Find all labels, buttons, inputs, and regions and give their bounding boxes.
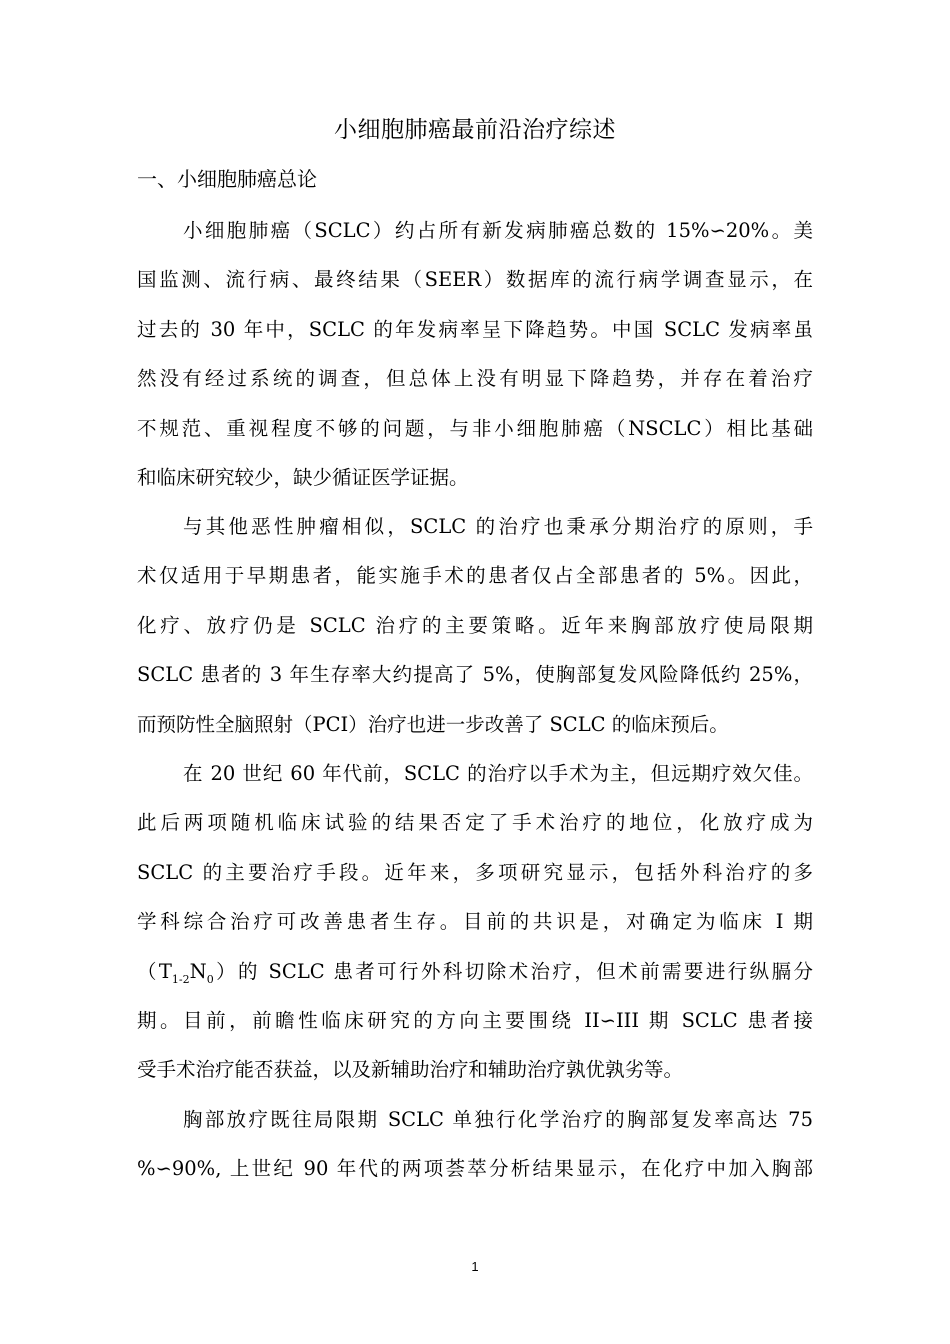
section-heading: 一、小细胞肺癌总论 <box>137 167 317 191</box>
paragraph-line: 过去的 30 年中，SCLC 的年发病率呈下降趋势。中国 SCLC 发病率虽 <box>137 317 813 341</box>
paragraph-line: %∽90%, 上世纪 90 年代的两项荟萃分析结果显示，在化疗中加入胸部 <box>137 1157 813 1181</box>
staging-n-subscript: 0 <box>206 972 214 986</box>
paragraph-line: 期。目前，前瞻性临床研究的方向主要围绕 II∽III 期 SCLC 患者接 <box>137 1008 813 1032</box>
paragraph-4 <box>137 1095 813 1194</box>
paragraph-line: SCLC 的主要治疗手段。近年来，多项研究显示，包括外科治疗的多 <box>137 860 813 884</box>
staging-suffix: ）的 SCLC 患者可行外科切除术治疗，但术前需要进行纵膈分 <box>213 959 813 983</box>
paragraph-line: 化疗、放疗仍是 SCLC 治疗的主要策略。近年来胸部放疗使局限期 <box>137 613 813 637</box>
page-number: 1 <box>471 1259 479 1274</box>
paragraph-line: 胸部放疗既往局限期 SCLC 单独行化学治疗的胸部复发率高达 75 <box>183 1108 813 1131</box>
staging-t-subscript: 1-2 <box>171 972 190 986</box>
staging-n: N <box>189 959 207 983</box>
paragraph-line: SCLC 患者的 3 年生存率大约提高了 5%，使胸部复发风险降低约 25%， <box>137 663 813 687</box>
paragraph-line: 而预防性全脑照射（PCI）治疗也进一步改善了 SCLC 的临床预后。 <box>137 712 729 736</box>
paragraph-line: 此后两项随机临床试验的结果否定了手术治疗的地位，化放疗成为 <box>137 811 813 835</box>
staging-prefix: （T <box>137 959 172 983</box>
document-title: 小细胞肺癌最前沿治疗综述 <box>334 117 616 143</box>
paragraph-3 <box>137 749 813 1095</box>
paragraph-line: 与其他恶性肿瘤相似，SCLC 的治疗也秉承分期治疗的原则，手 <box>183 515 813 538</box>
paragraph-line: 国监测、流行病、最终结果（SEER）数据库的流行病学调查显示，在 <box>137 268 813 292</box>
paragraph-2 <box>137 502 813 749</box>
paragraph-line: 学科综合治疗可改善患者生存。目前的共识是，对确定为临床 I 期 <box>137 910 813 934</box>
paragraph-line: 然没有经过系统的调查，但总体上没有明显下降趋势，并存在着治疗 <box>137 367 813 391</box>
paragraph-line-staging <box>137 947 813 996</box>
paragraph-line: 术仅适用于早期患者，能实施手术的患者仅占全部患者的 5%。因此， <box>137 564 813 588</box>
paragraph-line: 不规范、重视程度不够的问题，与非小细胞肺癌（NSCLC）相比基础 <box>137 416 813 440</box>
paragraph-line: 受手术治疗能否获益，以及新辅助治疗和辅助治疗孰优孰劣等。 <box>137 1058 684 1082</box>
paragraph-line: 在 20 世纪 60 年代前，SCLC 的治疗以手术为主，但远期疗效欠佳。 <box>183 762 813 785</box>
paragraph-line: 和临床研究较少，缺少循证医学证据。 <box>137 465 469 489</box>
paragraph-line: 小细胞肺癌（SCLC）约占所有新发病肺癌总数的 15%∽20%。美 <box>183 219 813 242</box>
paragraph-1 <box>137 206 813 502</box>
